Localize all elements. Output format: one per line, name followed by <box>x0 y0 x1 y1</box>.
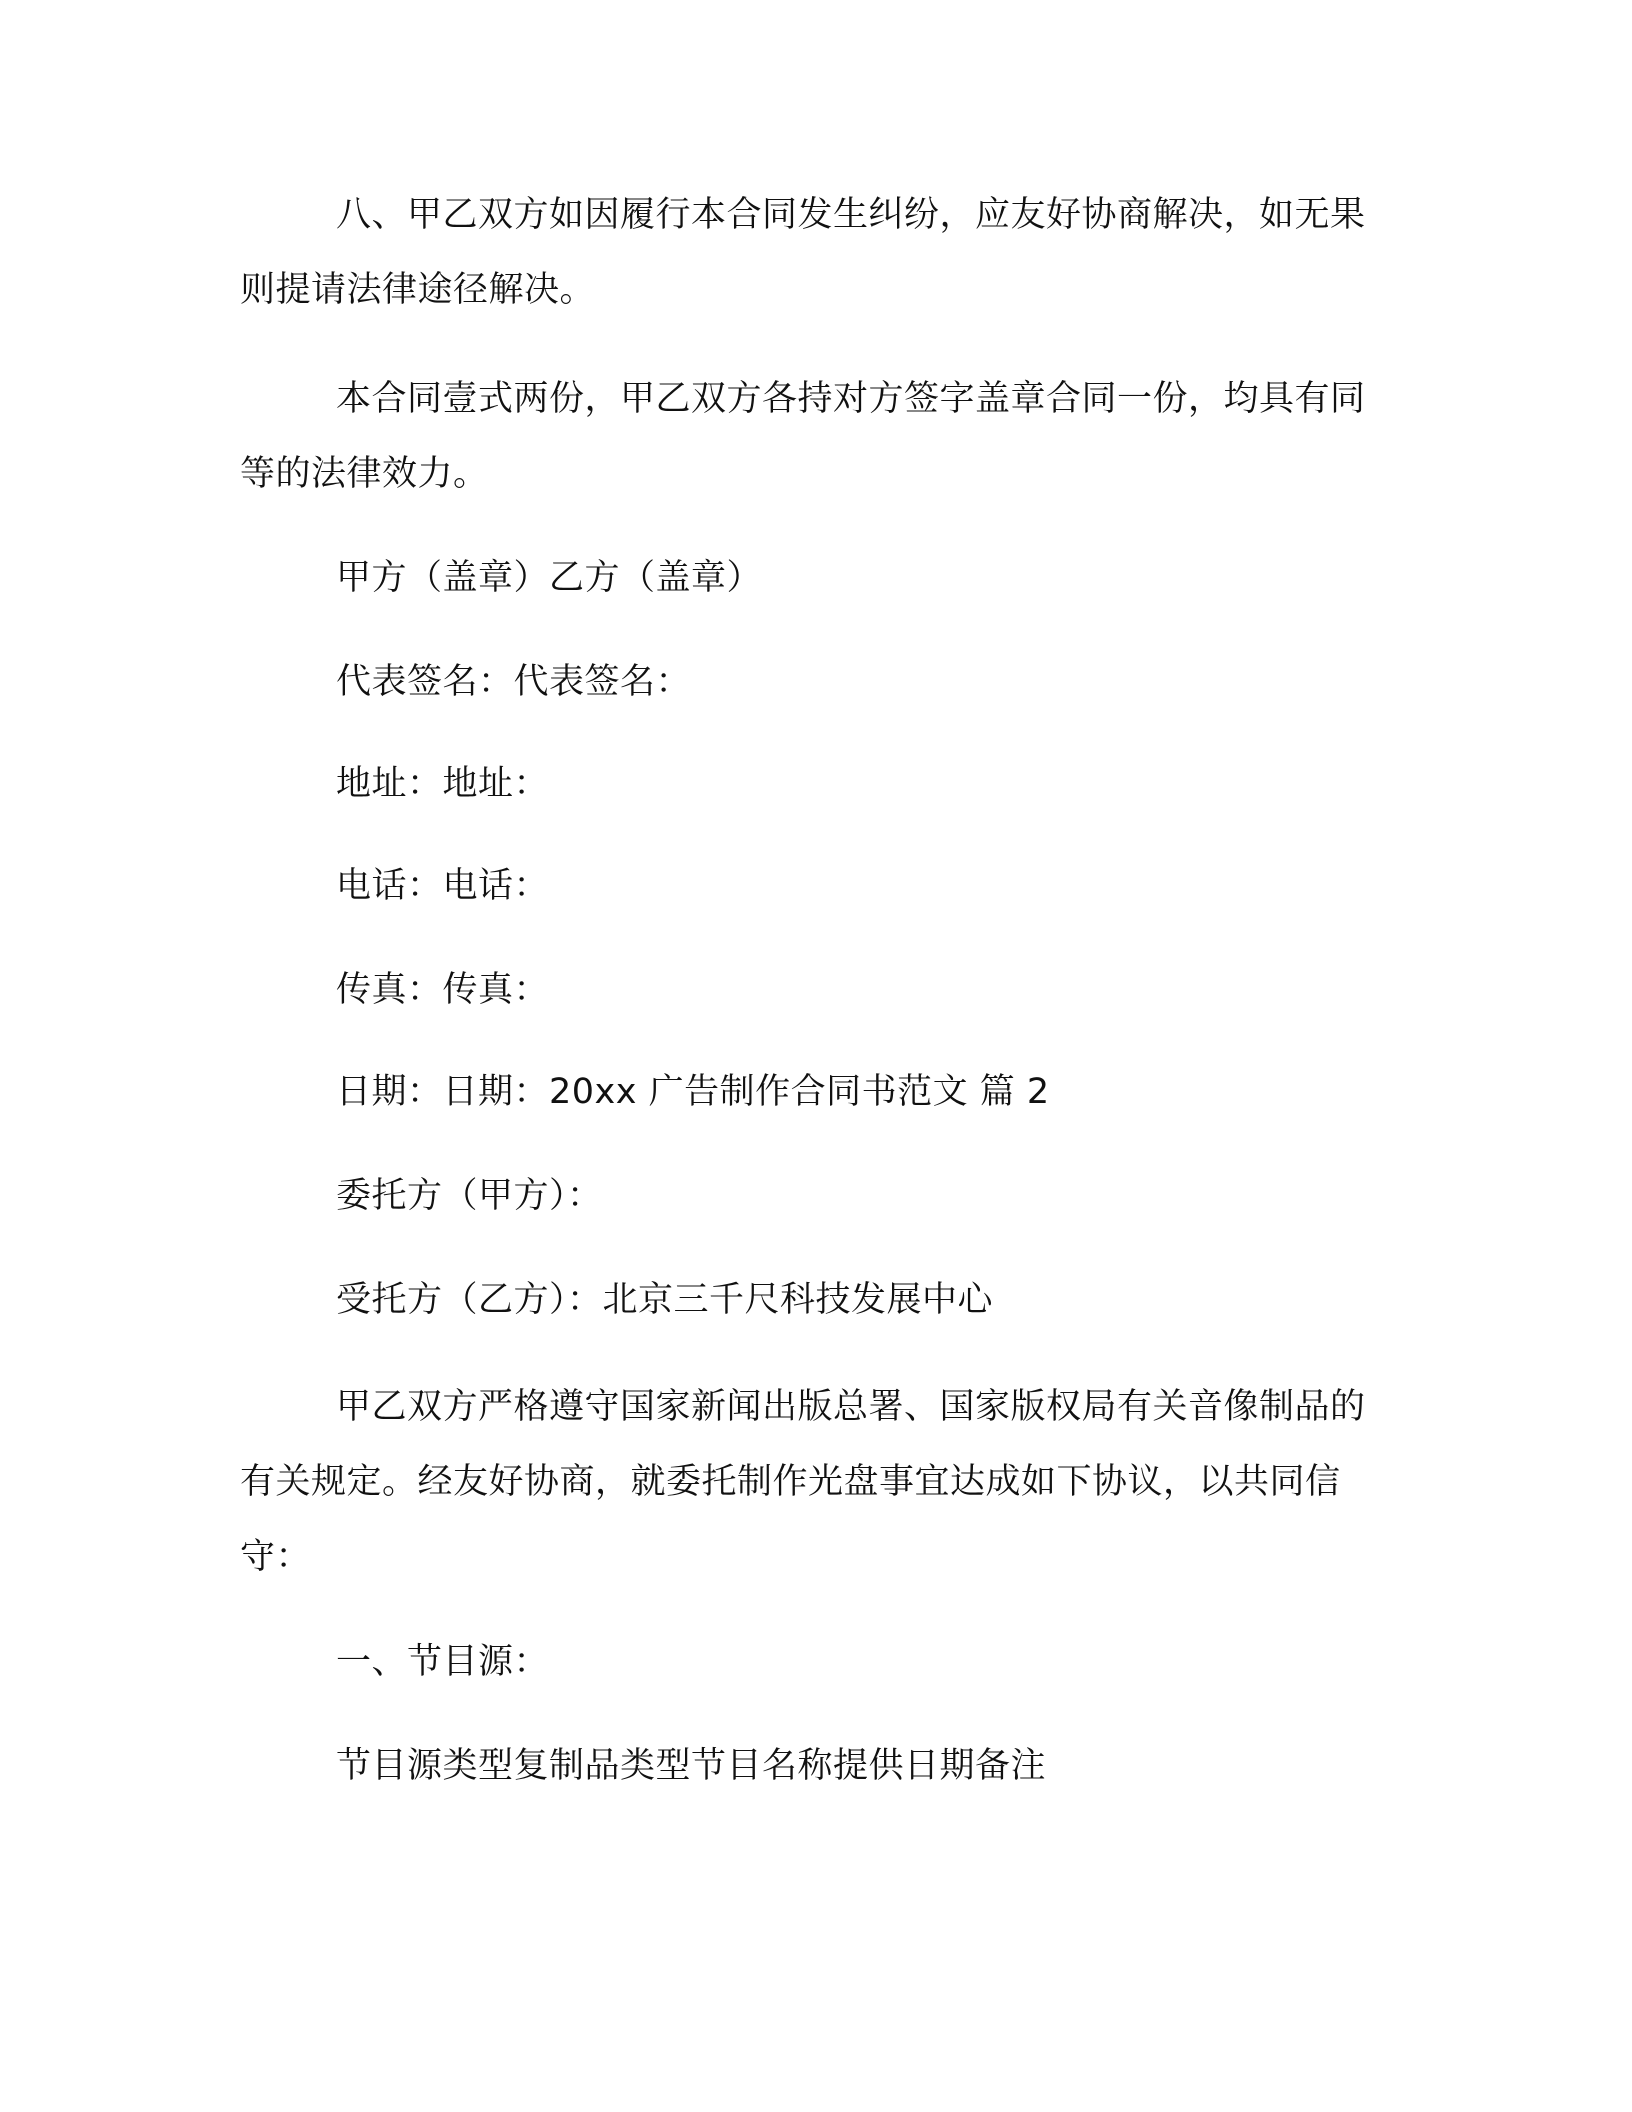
address-line: 地址：地址： <box>336 764 550 804</box>
paragraph-copies-clause: 本合同壹式两份，甲乙双方各持对方签字盖章合同一份，均具有同等的法律效力。 <box>240 379 1366 494</box>
program-source-table-header: 节目源类型复制品类型节目名称提供日期备注 <box>336 1746 1047 1786</box>
phone-line: 电话：电话： <box>336 866 550 906</box>
fax-line: 传真：传真： <box>336 970 550 1010</box>
seal-line: 甲方（盖章）乙方（盖章） <box>336 558 763 598</box>
date-line: 日期：日期：20xx 广告制作合同书范文 篇 2 <box>336 1072 1050 1112</box>
section-program-source-heading: 一、节目源： <box>336 1642 550 1682</box>
representative-signature-line: 代表签名：代表签名： <box>336 662 692 702</box>
client-line: 委托方（甲方）： <box>336 1176 603 1216</box>
paragraph-agreement-intro: 甲乙双方严格遵守国家新闻出版总署、国家版权局有关音像制品的有关规定。经友好协商，就委托制作光盘事宜达成如下协议，以共同信守： <box>240 1387 1366 1577</box>
contractor-line: 受托方（乙方）：北京三千尺科技发展中心 <box>336 1280 994 1320</box>
paragraph-dispute-clause: 八、甲乙双方如因履行本合同发生纠纷，应友好协商解决，如无果则提请法律途径解决。 <box>240 195 1366 310</box>
